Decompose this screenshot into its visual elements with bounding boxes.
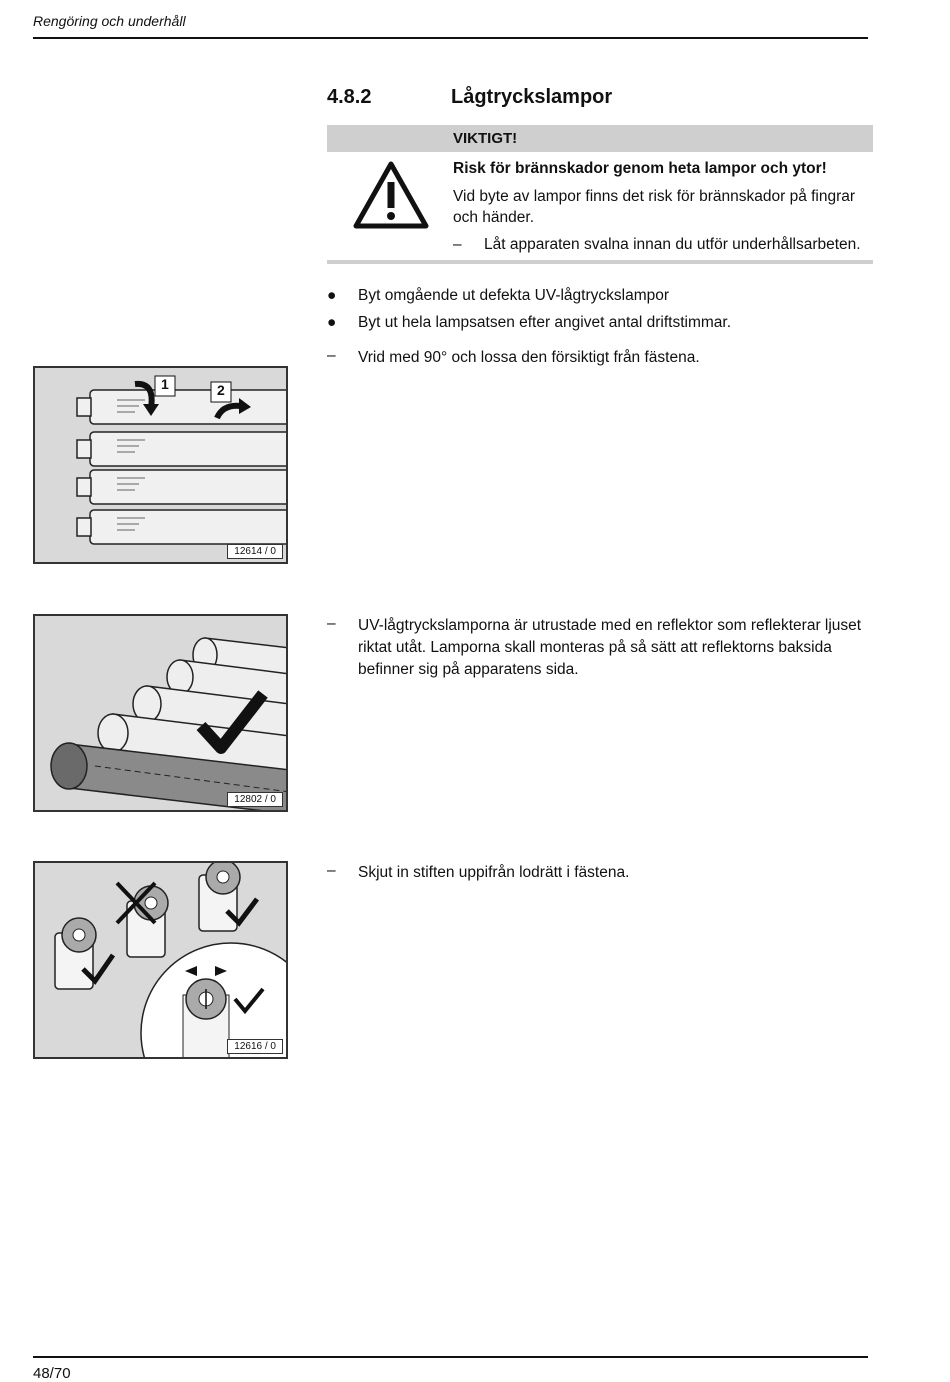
- step-text: Vrid med 90° och lossa den försiktigt från fästena.: [358, 349, 700, 366]
- figure-id: 12614 / 0: [227, 544, 283, 559]
- section-title: Lågtryckslampor: [451, 86, 613, 108]
- step-text: UV-lågtryckslamporna är utrustade med en reflektor som reflekterar ljuset riktat utåt. Lamporna skall monteras på så sätt att reflektorns baksida befinner sig på apparatens sida.: [358, 617, 862, 678]
- bullet-text: Byt ut hela lampsatsen efter angivet antal driftstimmar.: [358, 314, 732, 331]
- bullet-symbol: ●: [327, 314, 337, 331]
- step-text: Skjut in stiften uppifrån lodrätt i fästena.: [358, 864, 630, 881]
- header-rule: [33, 37, 868, 39]
- figure-id: 12616 / 0: [227, 1039, 283, 1054]
- running-header: Rengöring och underhåll: [33, 13, 186, 29]
- figure-reflector-orientation: [33, 614, 288, 812]
- bullet-text: Byt omgående ut defekta UV-lågtryckslampor: [358, 287, 670, 304]
- warning-label: VIKTIGT!: [453, 130, 518, 147]
- warning-step-dash: –: [453, 236, 462, 253]
- figure-step-1-label: 1: [161, 376, 169, 392]
- figure-step-2-label: 2: [217, 382, 225, 398]
- step-dash: –: [327, 615, 336, 632]
- figure-pin-insertion: [33, 861, 288, 1059]
- footer-rule: [33, 1356, 868, 1358]
- warning-triangle-icon: [352, 160, 430, 235]
- figure-id: 12802 / 0: [227, 792, 283, 807]
- page-number: 48/70: [33, 1365, 71, 1382]
- bullet-symbol: ●: [327, 287, 337, 304]
- step-dash: –: [327, 862, 336, 879]
- warning-bar: [327, 125, 873, 152]
- warning-heading: Risk för brännskador genom heta lampor och ytor!: [453, 160, 827, 177]
- warning-text: Vid byte av lampor finns det risk för brännskador på fingrar och händer.: [453, 188, 856, 226]
- warning-step: Låt apparaten svalna innan du utför underhållsarbeten.: [484, 236, 861, 253]
- section-number: 4.8.2: [327, 86, 372, 108]
- step-dash: –: [327, 347, 336, 364]
- figure-lamp-removal: [33, 366, 288, 564]
- warning-bottom-bar: [327, 260, 873, 264]
